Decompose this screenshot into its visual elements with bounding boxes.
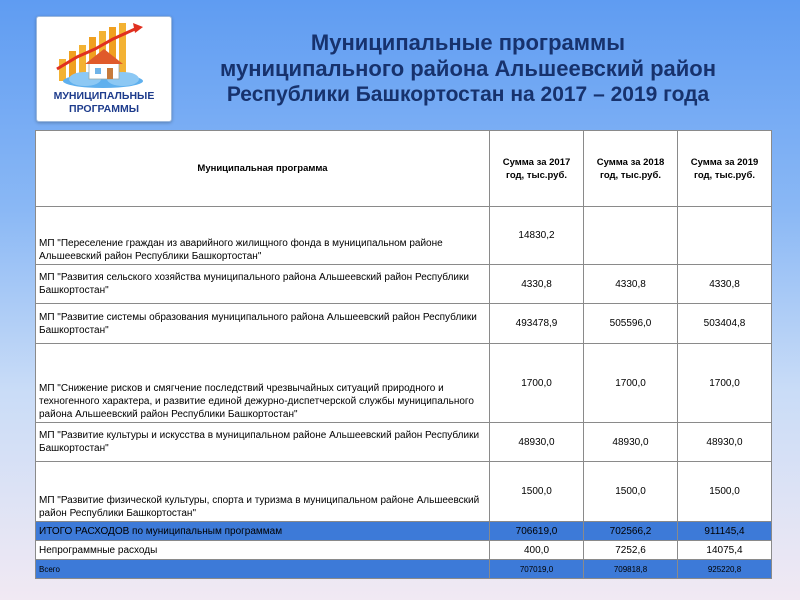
- total-2019: 911145,4: [678, 522, 772, 541]
- nonprogram-2018: 7252,6: [584, 541, 678, 560]
- value-2017: 4330,8: [490, 265, 584, 304]
- value-2019: 503404,8: [678, 304, 772, 344]
- value-2017: 48930,0: [490, 423, 584, 462]
- value-2018: 1500,0: [584, 462, 678, 522]
- total-label: ИТОГО РАСХОДОВ по муниципальным программам: [36, 522, 490, 541]
- grand-total-label: Всего: [36, 560, 490, 579]
- page-title-line1: Муниципальные программы: [310, 30, 626, 55]
- nonprogram-label: Непрограммные расходы: [36, 541, 490, 560]
- value-2019: 4330,8: [678, 265, 772, 304]
- program-name: МП "Развитие физической культуры, спорта и туризма в муниципальном районе Альшеевский район Республики Башкортостан": [36, 462, 490, 522]
- nonprogram-2019: 14075,4: [678, 541, 772, 560]
- logo-house-wall: [89, 63, 119, 79]
- logo-arrow-head: [133, 23, 143, 33]
- value-2018: 1700,0: [584, 344, 678, 423]
- value-2018: 4330,8: [584, 265, 678, 304]
- value-2017: 493478,9: [490, 304, 584, 344]
- total-2018: 702566,2: [584, 522, 678, 541]
- grand-total-row: [36, 560, 772, 579]
- value-2019: 1500,0: [678, 462, 772, 522]
- header-program: Муниципальная программа: [36, 131, 490, 207]
- table-header-row: [36, 131, 772, 207]
- programs-table: [35, 130, 772, 579]
- program-name: МП "Снижение рисков и смягчение последствий чрезвычайных ситуаций природного и техногенного характера, и развитие единой дежурно-диспетчерской службы муниципального района Альшеевский район Республики Башкортостан": [36, 344, 490, 423]
- nonprogram-row: [36, 541, 772, 560]
- grand-total-2017: 707019,0: [490, 560, 584, 579]
- table-row: [36, 344, 772, 423]
- logo-house-door: [107, 68, 113, 79]
- total-2017: 706619,0: [490, 522, 584, 541]
- table-row: [36, 265, 772, 304]
- header-2017: Сумма за 2017 год, тыс.руб.: [490, 131, 584, 207]
- logo-house-window: [95, 68, 101, 74]
- grand-total-2018: 709818,8: [584, 560, 678, 579]
- program-name: МП "Развития сельского хозяйства муниципального района Альшеевский район Республики Башкортостан": [36, 265, 490, 304]
- table-row: [36, 304, 772, 344]
- header-2019: Сумма за 2019 год, тыс.руб.: [678, 131, 772, 207]
- value-2018: 48930,0: [584, 423, 678, 462]
- nonprogram-2017: 400,0: [490, 541, 584, 560]
- program-name: МП "Развитие системы образования муниципального района Альшеевский район Республики Башкортостан": [36, 304, 490, 344]
- program-name: МП "Развитие культуры и искусства в муниципальном районе Альшеевский район Республики Башкортостан": [36, 423, 490, 462]
- logo-text-line2: ПРОГРАММЫ: [69, 103, 139, 115]
- table-row: [36, 423, 772, 462]
- logo-bar: [59, 59, 66, 81]
- grand-total-2019: 925220,8: [678, 560, 772, 579]
- value-2019: 48930,0: [678, 423, 772, 462]
- header-2018: Сумма за 2018 год, тыс.руб.: [584, 131, 678, 207]
- value-2018: [584, 207, 678, 265]
- table-row: [36, 462, 772, 522]
- value-2017: 14830,2: [490, 207, 584, 265]
- page-title-line3: Республики Башкортостан на 2017 – 2019 года: [226, 83, 710, 106]
- municipal-programs-logo: [36, 16, 172, 122]
- logo-illustration: [37, 17, 171, 89]
- program-name: МП "Переселение граждан из аварийного жилищного фонда в муниципальном районе Альшеевский район Республики Башкортостан": [36, 207, 490, 265]
- value-2019: 1700,0: [678, 344, 772, 423]
- value-2019: [678, 207, 772, 265]
- value-2017: 1500,0: [490, 462, 584, 522]
- value-2018: 505596,0: [584, 304, 678, 344]
- page-title-line2: муниципального района Альшеевский район: [219, 56, 717, 81]
- total-row: [36, 522, 772, 541]
- logo-text-line1: МУНИЦИПАЛЬНЫЕ: [53, 90, 155, 102]
- value-2017: 1700,0: [490, 344, 584, 423]
- table-row: [36, 207, 772, 265]
